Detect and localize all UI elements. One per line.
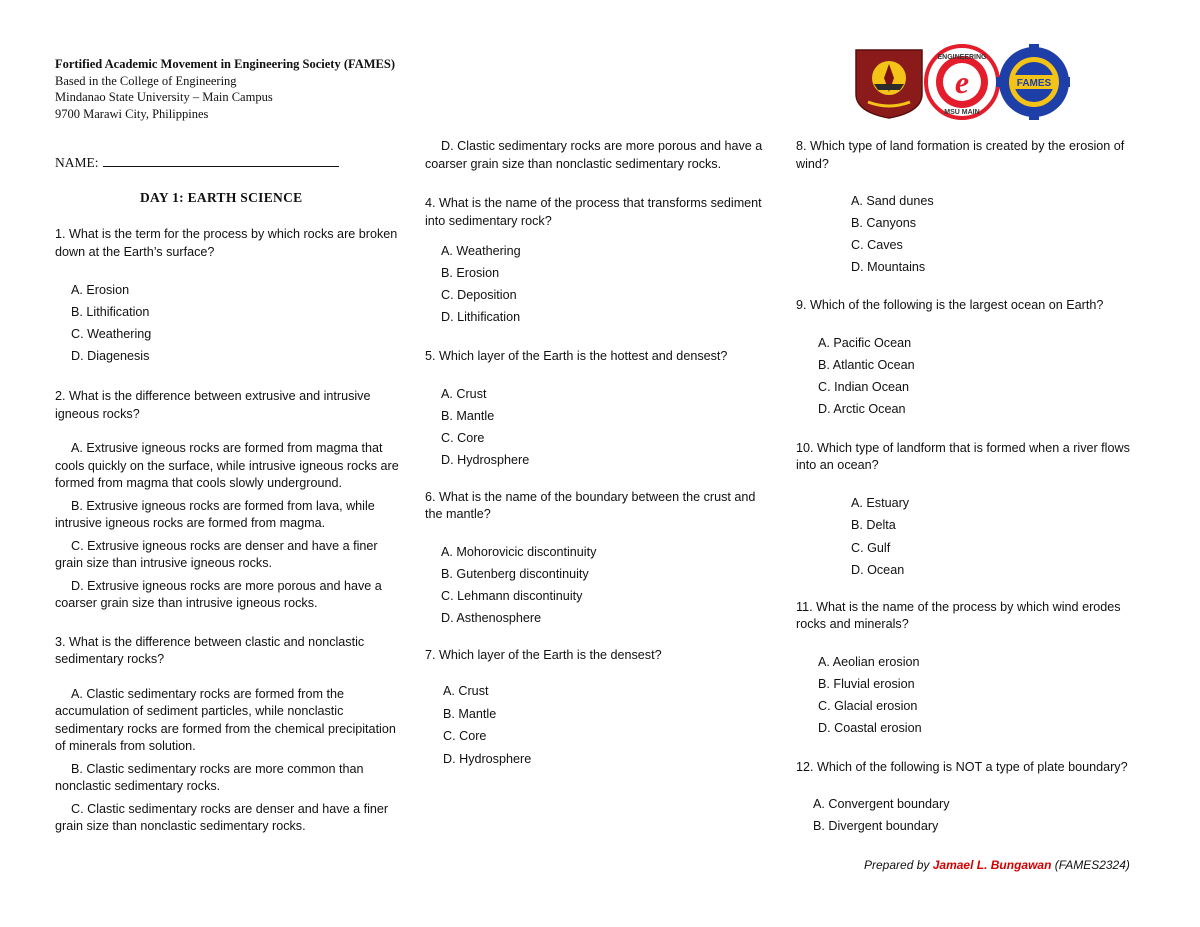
q5-option-b[interactable]: B. Mantle bbox=[441, 408, 495, 423]
footer-suffix: (FAMES2324) bbox=[1051, 858, 1130, 872]
logos bbox=[852, 44, 1070, 120]
q2-option-d[interactable]: D. Extrusive igneous rocks are more porous and have a coarser grain size than intrusive igneous rocks. bbox=[55, 578, 382, 610]
q5-option-a[interactable]: A. Crust bbox=[441, 386, 487, 401]
q9-options bbox=[796, 332, 1148, 420]
prepared-by-footer bbox=[864, 858, 1130, 872]
question-7: 7. Which layer of the Earth is the densest? bbox=[425, 647, 662, 662]
q8-option-b[interactable]: B. Canyons bbox=[851, 216, 917, 230]
q8-option-c[interactable]: C. Caves bbox=[851, 238, 903, 252]
engineering-e-logo bbox=[926, 46, 998, 118]
q4-options bbox=[425, 240, 765, 328]
question-6: 6. What is the name of the boundary between the crust and the mantle? bbox=[425, 489, 756, 521]
q12-option-b[interactable]: B. Divergent boundary bbox=[813, 819, 939, 833]
q3-option-d[interactable]: D. Clastic sedimentary rocks are more porous and have a coarser grain size than nonclastic sedimentary rocks. bbox=[425, 139, 763, 171]
q9-option-b[interactable]: B. Atlantic Ocean bbox=[818, 357, 915, 372]
footer-author: Jamael L. Bungawan bbox=[932, 858, 1052, 872]
q7-option-d[interactable]: D. Hydrosphere bbox=[443, 751, 532, 766]
logo2-top-text: ENGINEERING bbox=[937, 54, 987, 61]
question-1: 1. What is the term for the process by which rocks are broken down at the Earth’s surface? bbox=[55, 227, 398, 259]
q2-option-c[interactable]: C. Extrusive igneous rocks are denser and have a finer grain size than intrusive igneous rocks. bbox=[55, 538, 378, 570]
question-3: 3. What is the difference between clastic and nonclastic sedimentary rocks? bbox=[55, 634, 365, 666]
q12-option-a[interactable]: A. Convergent boundary bbox=[813, 797, 950, 811]
q1-option-c[interactable]: C. Weathering bbox=[71, 327, 152, 341]
q11-option-a[interactable]: A. Aeolian erosion bbox=[818, 654, 920, 669]
org-header bbox=[55, 56, 395, 122]
q3-option-c[interactable]: C. Clastic sedimentary rocks are denser and have a finer grain size than nonclastic sedimentary rocks. bbox=[55, 801, 389, 833]
q10-option-d[interactable]: D. Ocean bbox=[851, 563, 905, 577]
question-12: 12. Which of the following is NOT a type of plate boundary? bbox=[796, 759, 1128, 774]
q11-option-b[interactable]: B. Fluvial erosion bbox=[818, 676, 915, 691]
column-1 bbox=[55, 226, 401, 836]
column-3 bbox=[796, 138, 1148, 837]
q11-options bbox=[796, 651, 1148, 739]
question-2: 2. What is the difference between extrusive and intrusive igneous rocks? bbox=[55, 389, 371, 421]
q9-option-d[interactable]: D. Arctic Ocean bbox=[818, 401, 906, 416]
question-10: 10. Which type of landform that is formed when a river flows into an ocean? bbox=[796, 440, 1130, 472]
q2-option-b[interactable]: B. Extrusive igneous rocks are formed from lava, while intrusive igneous rocks are formed from magma. bbox=[55, 498, 375, 530]
q12-options bbox=[796, 793, 1148, 837]
q1-option-b[interactable]: B. Lithification bbox=[71, 305, 150, 319]
q6-option-c[interactable]: C. Lehmann discontinuity bbox=[441, 588, 583, 603]
logo2-bottom-text: MSU MAIN bbox=[944, 109, 980, 116]
q10-option-a[interactable]: A. Estuary bbox=[851, 495, 910, 510]
org-college: Based in the College of Engineering bbox=[55, 73, 237, 88]
name-label: NAME: bbox=[55, 155, 99, 170]
q4-option-c[interactable]: C. Deposition bbox=[441, 288, 517, 302]
logo3-text: FAMES bbox=[1016, 78, 1052, 89]
q7-options bbox=[425, 680, 765, 770]
org-university: Mindanao State University – Main Campus bbox=[55, 90, 273, 104]
q3-option-a[interactable]: A. Clastic sedimentary rocks are formed from the accumulation of sediment particles, while nonclastic sedimentary rocks are formed from the chemical precipitation of minerals from solution. bbox=[55, 686, 396, 753]
q6-option-b[interactable]: B. Gutenberg discontinuity bbox=[441, 566, 589, 581]
question-8: 8. Which type of land formation is created by the erosion of wind? bbox=[796, 139, 1125, 171]
q11-option-d[interactable]: D. Coastal erosion bbox=[818, 720, 922, 735]
day-title: DAY 1: EARTH SCIENCE bbox=[140, 190, 303, 205]
msu-seal-logo bbox=[856, 50, 922, 118]
footer-prefix: Prepared by bbox=[864, 858, 933, 872]
q10-option-b[interactable]: B. Delta bbox=[851, 518, 896, 532]
q3-options bbox=[55, 686, 401, 836]
q4-option-d[interactable]: D. Lithification bbox=[441, 310, 521, 324]
q6-option-a[interactable]: A. Mohorovicic discontinuity bbox=[441, 544, 597, 559]
question-11: 11. What is the name of the process by which wind erodes rocks and minerals? bbox=[796, 599, 1121, 631]
q9-option-a[interactable]: A. Pacific Ocean bbox=[818, 335, 912, 350]
question-9: 9. Which of the following is the largest ocean on Earth? bbox=[796, 298, 1104, 312]
q1-options bbox=[55, 279, 401, 367]
q2-options bbox=[55, 440, 401, 613]
q8-option-a[interactable]: A. Sand dunes bbox=[851, 194, 934, 208]
q4-option-b[interactable]: B. Erosion bbox=[441, 266, 500, 280]
q5-options bbox=[425, 383, 765, 471]
q4-option-a[interactable]: A. Weathering bbox=[441, 244, 521, 258]
q10-option-c[interactable]: C. Gulf bbox=[851, 540, 891, 555]
question-5: 5. Which layer of the Earth is the hottest and densest? bbox=[425, 349, 728, 363]
q6-options bbox=[425, 541, 765, 629]
column-2 bbox=[425, 138, 765, 770]
q3-option-b[interactable]: B. Clastic sedimentary rocks are more common than nonclastic sedimentary rocks. bbox=[55, 761, 364, 793]
q7-option-b[interactable]: B. Mantle bbox=[443, 706, 497, 721]
q5-option-d[interactable]: D. Hydrosphere bbox=[441, 452, 530, 467]
question-4: 4. What is the name of the process that transforms sediment into sedimentary rock? bbox=[425, 196, 762, 228]
logo2-letter: e bbox=[954, 64, 970, 100]
q11-option-c[interactable]: C. Glacial erosion bbox=[818, 698, 918, 713]
q1-option-d[interactable]: D. Diagenesis bbox=[71, 349, 150, 363]
q7-option-a[interactable]: A. Crust bbox=[443, 684, 489, 698]
q2-option-a[interactable]: A. Extrusive igneous rocks are formed from magma that cools quickly on the surface, while intrusive igneous rocks are formed from magma that cools slowly underground. bbox=[55, 441, 399, 490]
q7-option-c[interactable]: C. Core bbox=[443, 729, 487, 743]
name-field[interactable] bbox=[55, 154, 339, 171]
org-name: Fortified Academic Movement in Engineering Society (FAMES) bbox=[55, 57, 395, 71]
name-blank-line[interactable] bbox=[103, 154, 339, 167]
q8-option-d[interactable]: D. Mountains bbox=[851, 260, 926, 274]
q6-option-d[interactable]: D. Asthenosphere bbox=[441, 610, 542, 625]
q1-option-a[interactable]: A. Erosion bbox=[71, 283, 130, 297]
fames-gear-logo bbox=[996, 44, 1070, 120]
q9-option-c[interactable]: C. Indian Ocean bbox=[818, 379, 910, 394]
q8-options bbox=[796, 190, 1148, 278]
org-address: 9700 Marawi City, Philippines bbox=[55, 106, 209, 121]
q10-options bbox=[796, 492, 1148, 582]
q5-option-c[interactable]: C. Core bbox=[441, 430, 485, 445]
